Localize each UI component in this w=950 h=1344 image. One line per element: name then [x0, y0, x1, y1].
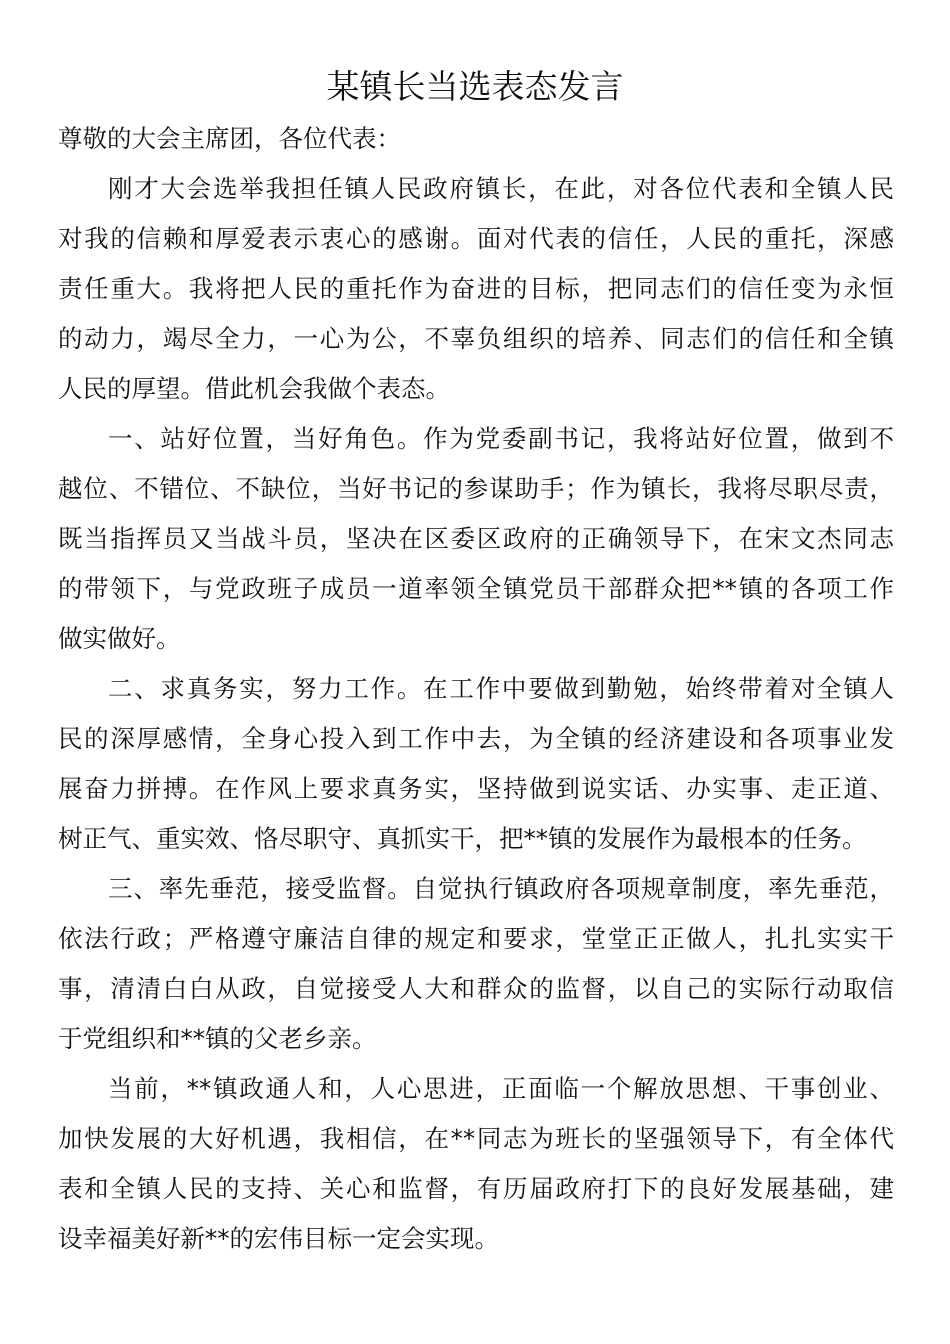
- paragraph-line: 加快发展的大好机遇，我相信，在**同志为班长的坚强领导下，有全体代: [58, 1124, 894, 1153]
- paragraph-line: 于党组织和**镇的父老乡亲。: [58, 1024, 377, 1053]
- paragraph-line: 的带领下，与党政班子成员一道率领全镇党员干部群众把**镇的各项工作: [58, 574, 894, 603]
- paragraph-line: 当前，**镇政通人和，人心思进，正面临一个解放思想、干事创业、: [108, 1074, 894, 1103]
- paragraph-line: 展奋力拼搏。在作风上要求真务实，坚持做到说实话、办实事、走正道、: [58, 774, 894, 803]
- paragraph-line: 表和全镇人民的支持、关心和监督，有历届政府打下的良好发展基础，建: [58, 1174, 894, 1203]
- document-title: 某镇长当选表态发言: [326, 67, 624, 106]
- paragraph-line: 的动力，竭尽全力，一心为公，不辜负组织的培养、同志们的信任和全镇: [58, 324, 894, 353]
- paragraph-line: 树正气、重实效、恪尽职守、真抓实干，把**镇的发展作为最根本的任务。: [58, 824, 867, 853]
- paragraph-line: 做实做好。: [58, 624, 181, 653]
- paragraph-line: 设幸福美好新**的宏伟目标一定会实现。: [58, 1224, 499, 1253]
- salutation: 尊敬的大会主席团，各位代表：: [58, 124, 401, 153]
- paragraph-line: 越位、不错位、不缺位，当好书记的参谋助手；作为镇长，我将尽职尽责，: [58, 474, 894, 503]
- paragraph-line: 三、率先垂范，接受监督。自觉执行镇政府各项规章制度，率先垂范，: [108, 874, 894, 903]
- paragraph-intro: [58, 164, 894, 414]
- paragraph-conclusion: [58, 1064, 894, 1264]
- paragraph-line: 一、站好位置，当好角色。作为党委副书记，我将站好位置，做到不: [108, 424, 894, 453]
- paragraph-point-one: [58, 414, 894, 664]
- paragraph-line: 责任重大。我将把人民的重托作为奋进的目标，把同志们的信任变为永恒: [58, 274, 894, 303]
- document-body: [58, 114, 894, 1264]
- paragraph-line: 事，清清白白从政，自觉接受人大和群众的监督，以自己的实际行动取信: [58, 974, 894, 1003]
- paragraph-line: 民的深厚感情，全身心投入到工作中去，为全镇的经济建设和各项事业发: [58, 724, 894, 753]
- paragraph-line: 二、求真务实，努力工作。在工作中要做到勤勉，始终带着对全镇人: [108, 674, 894, 703]
- paragraph-line: 刚才大会选举我担任镇人民政府镇长，在此，对各位代表和全镇人民: [108, 174, 894, 203]
- paragraph-point-three: [58, 864, 894, 1064]
- paragraph-point-two: [58, 664, 894, 864]
- paragraph-line: 既当指挥员又当战斗员，坚决在区委区政府的正确领导下，在宋文杰同志: [58, 524, 894, 553]
- paragraph-line: 对我的信赖和厚爱表示衷心的感谢。面对代表的信任，人民的重托，深感: [58, 224, 894, 253]
- paragraph-line: 人民的厚望。借此机会我做个表态。: [58, 374, 450, 403]
- paragraph-line: 依法行政；严格遵守廉洁自律的规定和要求，堂堂正正做人，扎扎实实干: [58, 924, 894, 953]
